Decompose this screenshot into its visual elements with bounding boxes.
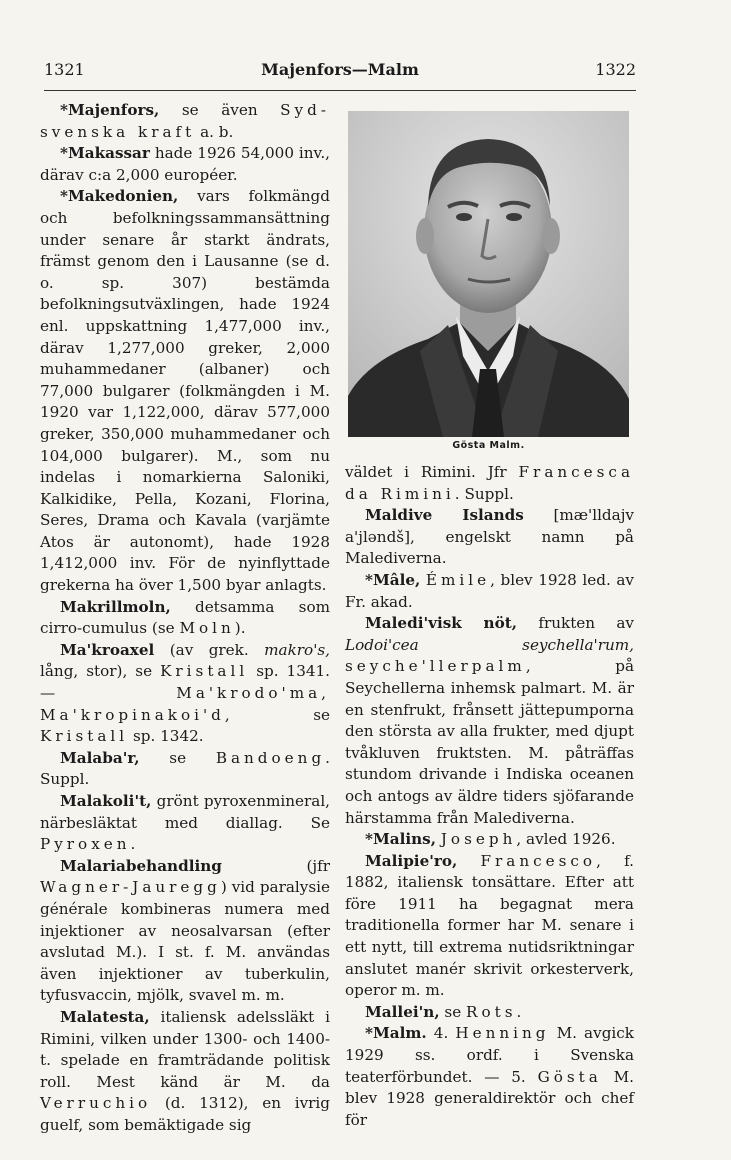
entry-text: väldet i Rimini. Jfr xyxy=(345,463,519,481)
dictionary-entry xyxy=(345,613,634,829)
dictionary-entry xyxy=(345,462,634,505)
entry-text: (d. 1312), en ivrig guelf, som bemäktigade sig xyxy=(40,1094,330,1134)
entry-headword: Mallei'n, xyxy=(365,1002,440,1021)
spaced-term: Francesco xyxy=(480,851,597,870)
entry-text: (av grek. xyxy=(154,640,265,659)
entry-text: lång, stor), se xyxy=(40,662,161,681)
entry-headword: *Makedonien, xyxy=(60,187,179,206)
entry-text: grönt pyroxenmineral, närbesläktat med diallag. Se xyxy=(40,792,330,832)
entry-text: . Suppl. xyxy=(40,748,330,789)
entry-text: frukten av xyxy=(517,614,634,633)
spaced-term: Syd-svenska kraft xyxy=(40,101,330,141)
entry-text: . xyxy=(516,1002,522,1021)
dictionary-entry xyxy=(40,856,330,1007)
spaced-term: Verruchio xyxy=(40,1094,152,1113)
page-number-right: 1322 xyxy=(595,60,636,79)
spaced-term: Émile xyxy=(425,570,491,589)
entry-text: M. avgick 1929 ss. ordf. i Svenska teaterförbundet. — 5. xyxy=(345,1024,634,1086)
right-column xyxy=(345,462,634,1131)
entry-text: vars folkmängd och befolkningssammansättning under senare år starkt ändrats, främst genom den i Lausanne (se d. o. sp. 307) bestämda befolkningsutväxlingen, hade 1924 enl. uppskattning 1,477,000 inv., därav 1,277,000 greker, 2,000 muhammedaner (albaner) och 77,000 bulgarer (folkmängden i M. 1920 var 1,122,000, därav 577,000 greker, 350,000 muhammedaner och 104,000 bulgarer). M., som nu indelas i nomarkierna Saloniki, Kalkidike, Pella, Kozani, Florina, Seres, Drama och Kavala (varjämte Atos är autonomt), hade 1928 1,412,000 inv. För de nyinflyttade grekerna ha över 1,500 byar anlagts. xyxy=(40,187,330,595)
running-title: Majenfors—Malm xyxy=(261,60,419,79)
spaced-term: Ma'krodo'ma, Ma'kropinakoi'd, xyxy=(40,684,330,724)
dictionary-entry xyxy=(345,1023,634,1131)
entry-text: , f. 1882, italiensk tonsättare. Efter att före 1911 ha begagnat mera traditionella former har M. senare i ett nytt, till extrema nutidsriktningar anslutet manér skrivit orkesterverk, operor m. m. xyxy=(345,851,634,1000)
spaced-term: Henning xyxy=(455,1024,550,1043)
entry-text: detsamma som cirro-cumulus (se xyxy=(40,597,330,638)
dictionary-entry xyxy=(40,100,330,143)
entry-text xyxy=(457,852,480,870)
entry-text: 4. xyxy=(426,1024,456,1043)
spaced-term: Rots xyxy=(466,1002,517,1021)
entry-headword: *Malm. xyxy=(365,1024,427,1043)
entry-text: sp. 1342. xyxy=(128,727,204,746)
entry-text: , avled 1926. xyxy=(516,830,616,849)
spaced-term: seyche'llerpalm xyxy=(345,657,526,676)
dictionary-entry xyxy=(40,143,330,186)
entry-headword: *Mâle, xyxy=(365,570,421,589)
entry-text: sp. 1341. — xyxy=(40,662,331,703)
entry-text: a. b. xyxy=(195,122,234,141)
entry-text: se xyxy=(439,1002,467,1021)
entry-headword: *Makassar xyxy=(60,144,150,163)
entry-text: se även xyxy=(159,101,281,119)
entry-text: ). xyxy=(234,619,246,638)
spaced-term: Gösta xyxy=(537,1067,602,1086)
page-number-left: 1321 xyxy=(44,60,85,79)
dictionary-entry xyxy=(345,505,634,570)
dictionary-entry xyxy=(40,186,330,596)
entry-text: . xyxy=(130,835,136,854)
entry-text: M. blev 1928 generaldirektör och chef för xyxy=(345,1067,634,1129)
entry-text: hade 1926 54,000 inv., därav c:a 2,000 européer. xyxy=(40,144,330,184)
left-column xyxy=(40,100,330,1137)
entry-text: ) vid paralysie générale kombineras numera med injektioner av neosalvarsan (efter avslutad M.). I st. f. M. användas även injektioner av tuberkulin, tyfusvaccin, mjölk, svavel m. m. xyxy=(40,878,330,1005)
running-head xyxy=(44,60,636,84)
header-rule xyxy=(44,90,636,91)
dictionary-entry xyxy=(40,1007,330,1137)
spaced-term: Moln xyxy=(179,619,235,638)
spaced-term: Bandoeng xyxy=(215,748,326,767)
portrait-photo xyxy=(348,111,629,437)
entry-text: (jfr xyxy=(221,856,330,875)
dictionary-entry xyxy=(345,1002,634,1024)
entry-text: italiensk adelssläkt i Rimini, vilken under 1300- och 1400-t. spelade en framträdande politisk roll. Mest känd är M. da xyxy=(40,1007,330,1091)
entry-headword: *Majenfors, xyxy=(60,101,160,119)
entry-headword: Ma'kroaxel xyxy=(60,640,155,659)
spaced-term: Joseph xyxy=(440,830,517,849)
dictionary-entry xyxy=(345,570,634,613)
entry-text: se xyxy=(139,748,216,767)
spaced-term: Francesca da Rimini xyxy=(345,463,634,503)
entry-headword: Maledi'visk nöt, xyxy=(365,614,518,633)
spaced-term: Wagner-Jauregg xyxy=(40,878,221,897)
entry-text: , på Seychellerna inhemsk palmart. M. är en stenfrukt, frånsett jättepumporna den största av alla frukter, med djupt tvåkluven fruktsten. M. påträffas stundom drivande i Indiska oceanen och antogs av äldre tiders sjöfarande härstamma från Malediverna. xyxy=(345,657,634,827)
dictionary-entry xyxy=(40,791,330,856)
spaced-term: Pyroxen xyxy=(40,835,131,854)
dictionary-entry xyxy=(40,748,330,791)
italic-term: makro's, xyxy=(264,640,330,659)
dictionary-entry xyxy=(40,597,330,640)
portrait-caption: Gösta Malm. xyxy=(452,440,525,451)
entry-headword: *Malins, xyxy=(365,830,437,849)
entry-headword: Malatesta, xyxy=(60,1007,150,1026)
entry-headword: Malariabehandling xyxy=(60,856,222,875)
italic-term: Lodoi'cea seychella'rum, xyxy=(345,635,634,654)
entry-text: . Suppl. xyxy=(454,484,514,503)
dictionary-entry xyxy=(40,640,330,748)
spaced-term: Kristall xyxy=(40,727,129,746)
entry-headword: Malipie'ro, xyxy=(365,851,458,870)
entry-headword: Maldive Islands xyxy=(365,506,524,525)
entry-text: , blev 1928 led. av Fr. akad. xyxy=(345,570,634,611)
entry-headword: Malakoli't, xyxy=(60,792,152,810)
entry-headword: Malaba'r, xyxy=(60,748,140,767)
dictionary-entry xyxy=(345,851,634,1002)
spaced-term: Kristall xyxy=(160,662,249,681)
entry-text: se xyxy=(233,705,330,724)
entry-headword: Makrillmoln, xyxy=(60,597,171,616)
entry-text: [mæ'lldajv a'jləndš], engelskt namn på Malediverna. xyxy=(345,506,635,568)
dictionary-entry xyxy=(345,829,634,851)
